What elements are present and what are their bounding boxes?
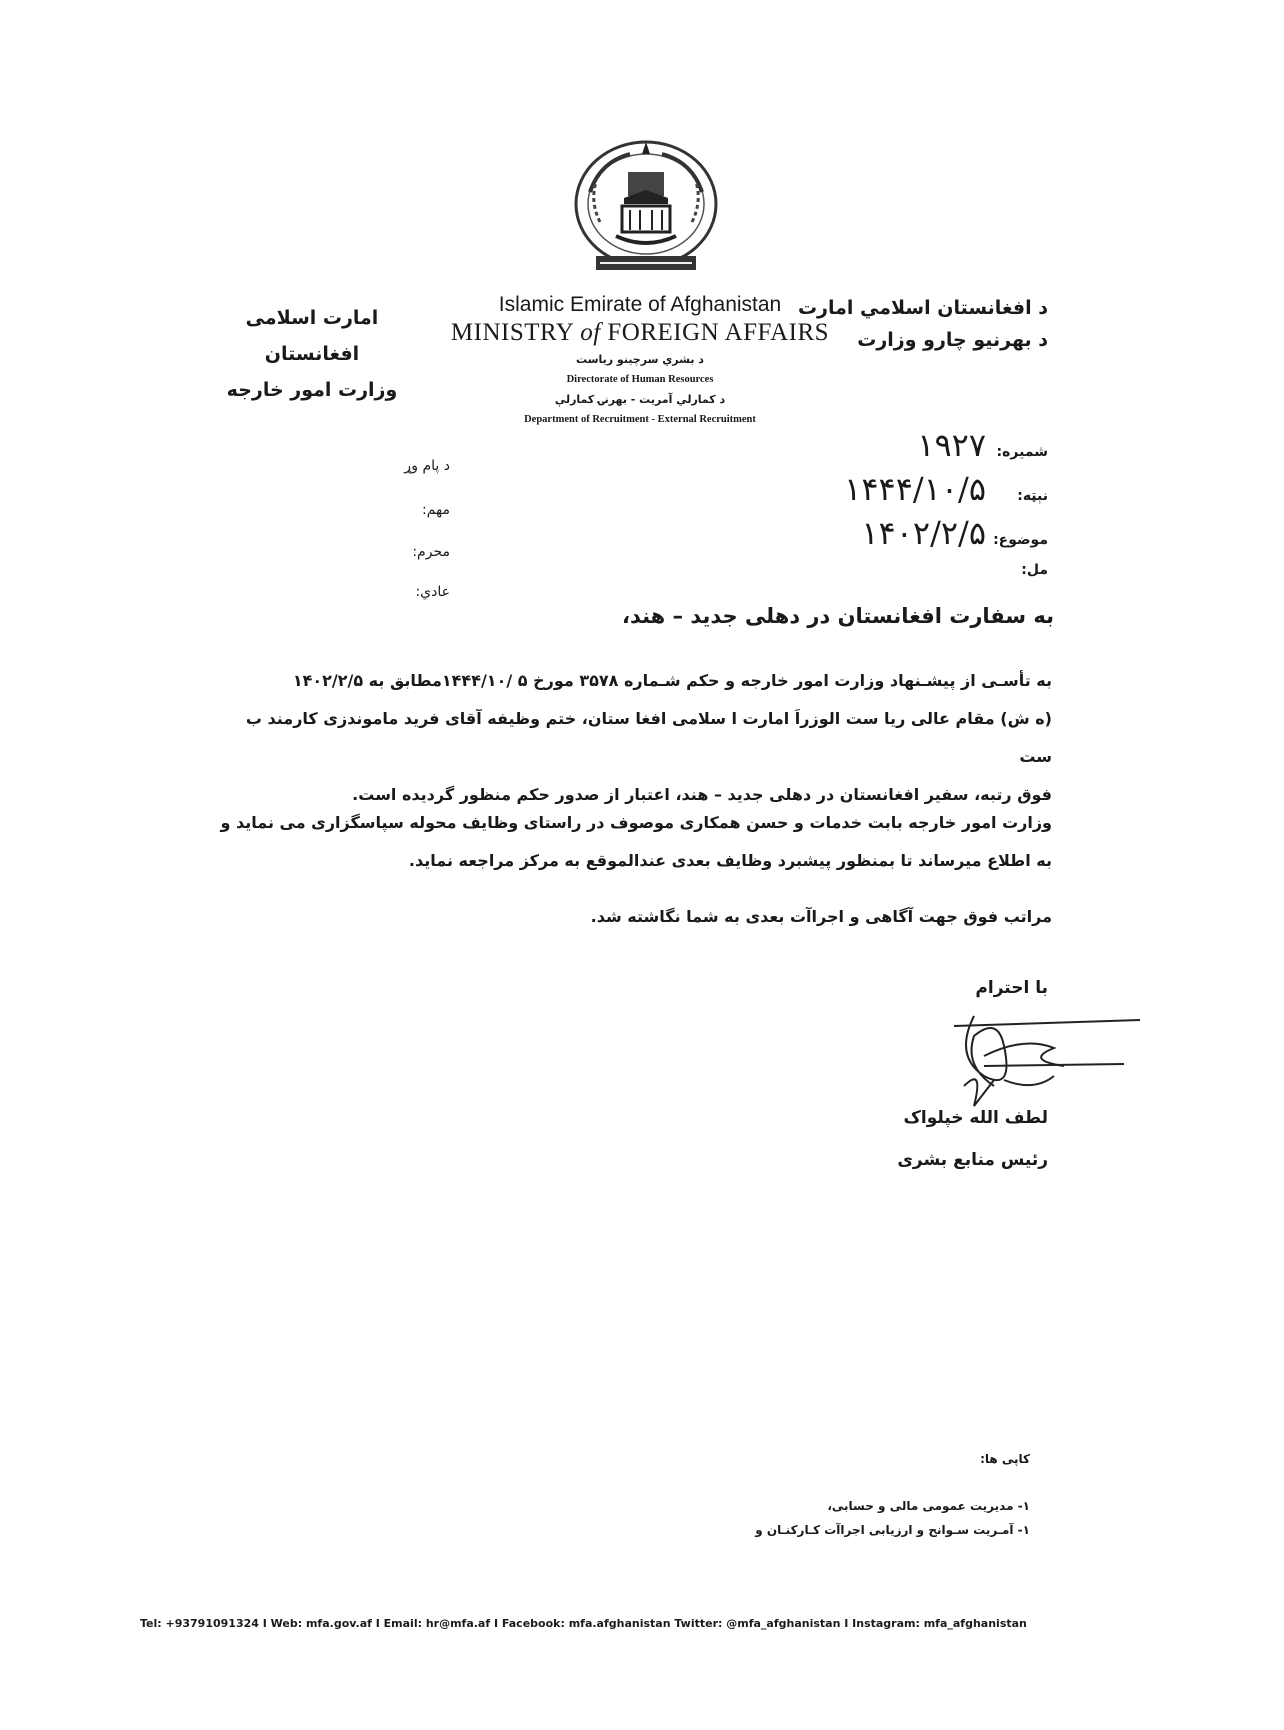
paragraph-line: مراتب فوق جهت آگاهی و اجراآت بعدی به شما نگاشته شد. xyxy=(590,907,1052,926)
copies-label: کاپی ها: xyxy=(980,1452,1030,1466)
directorate-english: Directorate of Human Resources xyxy=(566,374,714,385)
english-header-line1: Islamic Emirate of Afghanistan xyxy=(498,293,782,316)
paragraph-1 xyxy=(212,662,1052,814)
directorate-pashto: د بشري سرچينو رياست xyxy=(576,353,704,366)
pashto-header-line2: د بهرنيو چارو وزارت xyxy=(857,329,1048,351)
priority-label: محرم: xyxy=(412,544,450,560)
paragraph-2 xyxy=(212,804,1052,880)
number-row xyxy=(748,424,1048,464)
ministry-word: MINISTRY xyxy=(450,319,574,346)
date-row xyxy=(748,468,1048,508)
english-header xyxy=(430,292,850,430)
copies-list xyxy=(430,1494,1030,1542)
subject-label: موضوع: xyxy=(993,532,1048,548)
emirate-emblem-icon xyxy=(560,132,732,282)
number-value: ۱۹۲۷ xyxy=(917,426,986,464)
paragraph-line: به اطلاع میرساند تا بمنظور پیشبرد وظایف بعدی عندالموقع به مرکز مراجعه نماید. xyxy=(408,851,1052,870)
priority-label: عادي: xyxy=(415,584,450,600)
closing-text: با احترام xyxy=(975,978,1048,998)
dari-header-line2: وزارت امور خارجه xyxy=(226,379,398,401)
number-label: شمیره: xyxy=(996,444,1048,460)
department-english: Department of Recruitment - External Recruitment xyxy=(524,414,756,425)
english-header-line2 xyxy=(430,318,850,348)
footer-contact: Tel: +93791091324 I Web: mfa.gov.af I Email: hr@mfa.af I Facebook: mfa.afghanistan Twitter: @mfa_afghanistan I Instagram: mfa_afghanistan xyxy=(140,1617,1027,1630)
signatory-name: لطف الله خپلواک xyxy=(903,1108,1048,1128)
paragraph-line: وزارت امور خارجه بابت خدمات و حسن همکاری موصوف در راستای وظایف محوله سپاسگزاری می نماید و xyxy=(220,813,1052,832)
paragraph-line: (ه ش) مقام عالی ریا ست الوزراَ امارت ا سلامی افغا ستان، ختم وظیفه آقای فرید ماموندزی کارمند ب ست xyxy=(245,709,1052,766)
of-word: of xyxy=(580,319,601,346)
department-pashto: د کمارلي آمريت - بهرنۍ کمارلې xyxy=(554,393,726,406)
paragraph-line: به تأسـی از پیشـنهاد وزارت امور خارجه و حکم شـماره ۳۵۷۸ مورخ ۵ /۱۴۴۴/۱۰مطابق به ۱۴۰۲/۲/۵ xyxy=(292,671,1052,690)
dari-header-line1: امارت اسلامی افغانستان xyxy=(245,307,379,365)
letter-address: به سفارت افغانستان در دهلی جدید – هند، xyxy=(621,604,1054,628)
foreign-affairs-words: FOREIGN AFFAIRS xyxy=(607,319,830,346)
date-value: ۱۴۴۴/۱۰/۵ xyxy=(844,470,986,508)
priority-label: د پام وړ xyxy=(404,458,450,474)
signatory-title: رئیس منابع بشری xyxy=(897,1150,1048,1170)
copies-item: ۱- مدیریت عمومی مالی و حسابی، xyxy=(827,1499,1030,1513)
subject-value: ۱۴۰۲/۲/۵ xyxy=(861,514,986,552)
subject-row xyxy=(748,512,1048,552)
paragraph-line: فوق رتبه، سفیر افغانستان در دهلی جدید – هند، اعتبار از صدور حکم منظور گردیده است. xyxy=(352,785,1052,804)
copies-item: ۱- آمـریت سـوانح و ارزیابی اجراآت کـارکنـان و xyxy=(755,1523,1030,1537)
date-label: نېټه: xyxy=(1017,488,1048,504)
pashto-header-line1: د افغانستان اسلامي امارت xyxy=(797,297,1048,319)
paragraph-3 xyxy=(212,898,1052,936)
dari-header xyxy=(212,300,412,408)
attachment-label: مل: xyxy=(1021,562,1048,578)
attachment-row xyxy=(748,554,1048,582)
priority-label: مهم: xyxy=(422,502,450,518)
